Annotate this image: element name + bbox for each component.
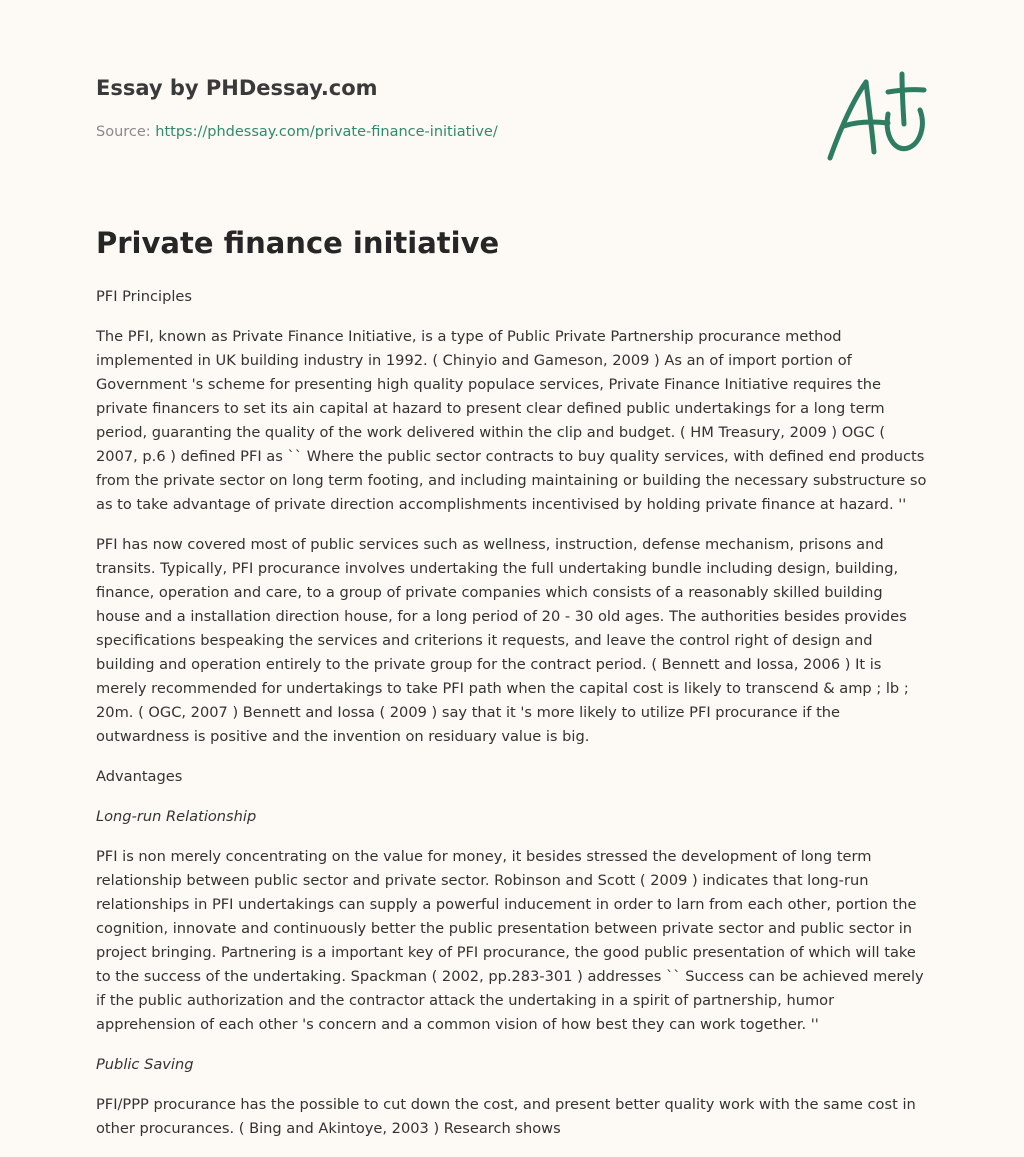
paragraph: The PFI, known as Private Finance Initiative, is a type of Public Private Partnership procurance method implemented in UK building industry in 1992. ( Chinyio and Gameson, 2009 ) As an of import portion of Government 's scheme for presenting high quality populace services, Private Finance Initiative requires the private financers to set its ain capital at hazard to present clear defined public undertakings for a long term period, guaranting the quality of the work delivered within the clip and budget. ( HM Treasury, 2009 ) OGC ( 2007, p.6 ) defined PFI as `` Where the public sector contracts to buy quality services, with defined end products from the private sector on long term footing, and including maintaining or building the necessary substructure so as to take advantage of private direction accomplishments incentivised by holding private finance at hazard. '' <box>96 328 927 513</box>
paragraph: PFI has now covered most of public services such as wellness, instruction, defense mechanism, prisons and transits. Typically, PFI procurance involves undertaking the full undertaking bundle including design, building, finance, operation and care, to a group of private companies which consists of a reasonably skilled building house and a installation direction house, for a long period of 20 - 30 old ages. The authorities besides provides specifications bespeaking the services and criterions it requests, and leave the control right of design and building and operation entirely to the private group for the contract period. ( Bennett and Iossa, 2006 ) It is merely recommended for undertakings to take PFI path when the capital cost is likely to transcend & amp ; lb ; 20m. ( OGC, 2007 ) Bennett and Iossa ( 2009 ) say that it 's more likely to utilize PFI procurance if the outwardness is positive and the invention on residuary value is big. <box>96 536 909 745</box>
document-title: Private finance initiative <box>96 226 500 260</box>
source-line <box>96 124 498 140</box>
paragraph: PFI is non merely concentrating on the value for money, it besides stressed the development of long term relationship between public sector and private sector. Robinson and Scott ( 2009 ) indicates that long-run relationships in PFI undertakings can supply a powerful inducement in order to larn from each other, portion the cognition, innovate and continuously better the public presentation between private sector and public sector in project bringing. Partnering is a important key of PFI procurance, the good public presentation of which will take to the success of the undertaking. Spackman ( 2002, pp.283-301 ) addresses `` Success can be achieved merely if the public authorization and the contractor attack the undertaking in a spirit of partnership, humor apprehension of each other 's concern and a common vision of how best they can work together. '' <box>96 848 924 1033</box>
section-heading: Advantages <box>96 768 183 785</box>
paragraph: PFI/PPP procurance has the possible to cut down the cost, and present better quality work with the same cost in other procurances. ( Bing and Akintoye, 2003 ) Research shows <box>96 1096 916 1137</box>
subsection-heading: Public Saving <box>96 1056 194 1073</box>
section-heading: PFI Principles <box>96 288 192 305</box>
subsection-heading: Long-run Relationship <box>96 808 257 825</box>
document-body <box>96 285 930 1157</box>
source-label: Source: <box>96 124 156 140</box>
source-link[interactable]: https://phdessay.com/private-finance-initiative/ <box>155 124 498 140</box>
a-plus-logo-icon <box>826 68 930 166</box>
site-title: Essay by PHDessay.com <box>96 76 378 100</box>
